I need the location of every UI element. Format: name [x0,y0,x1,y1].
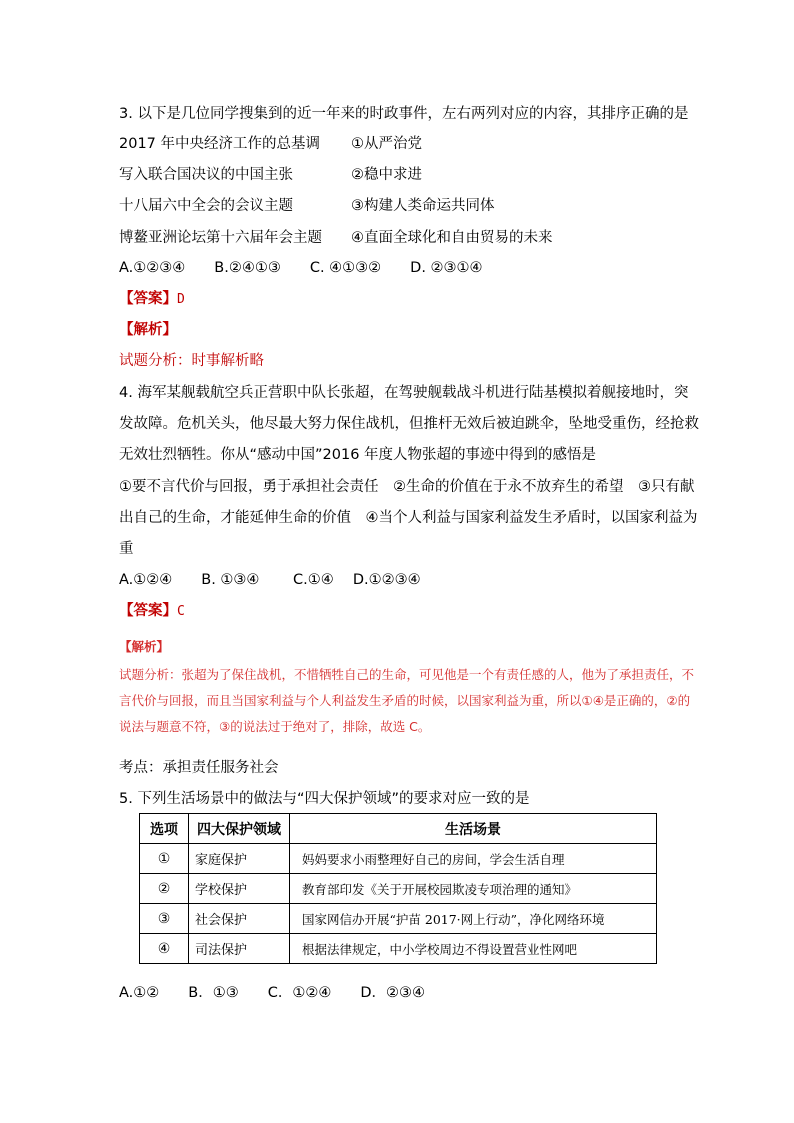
q3-pair-left: 2017 年中央经济工作的总基调 [119,136,321,152]
column-header: 四大保护领域 [189,814,290,844]
table-cell: 家庭保护 [189,844,290,874]
table-cell: ① [140,844,189,874]
q3-pair-left: 博鳌亚洲论坛第十六届年会主题 [119,230,322,246]
q3-pair-3 [119,196,495,216]
table-header-row [140,814,657,844]
q3-pair-right: ④直面全球化和自由贸易的未来 [351,230,553,246]
table-cell: 国家网信办开展“护苗 2017·网上行动”，净化网络环境 [290,904,657,934]
q4-choice-line-1: ①要不言代价与回报，勇于承担社会责任 ②生命的价值在于永不放弃生的希望 ③只有献 [119,479,695,495]
q3-pair-right: ③构建人类命运共同体 [351,198,495,214]
q3-options: A.①②③④ B.②④①③ C. ④①③② D. ②③①④ [119,260,483,276]
table-cell: ② [140,874,189,904]
q3-answer [119,289,185,310]
q4-choice-line-3: 重 [119,541,134,557]
q4-answer [119,601,185,622]
table-cell: 学校保护 [189,874,290,904]
table-cell: ③ [140,904,189,934]
q5-options: A.①② B．①③ C．①②④ D．②③④ [119,985,426,1001]
q5-table [139,813,657,964]
q4-analysis-line-1: 试题分析：张超为了保住战机，不惜牺牲自己的生命，可见他是一个有责任感的人，他为了承担责任，不 [119,667,695,682]
table-cell: ④ [140,934,189,964]
table-cell: 教育部印发《关于开展校园欺凌专项治理的通知》 [290,874,657,904]
table-row [140,874,657,904]
table-cell: 社会保护 [189,904,290,934]
analysis-tag: 【解析】 [119,322,177,338]
q3-pair-right: ①从严治党 [351,136,422,152]
q3-pair-left: 写入联合国决议的中国主张 [119,167,293,183]
q4-analysis-line-2: 言代价与回报，而且当国家利益与个人利益发生矛盾的时候，以国家利益为重，所以①④是正确的，②的 [119,693,691,708]
answer-tag: 【答案】 [119,291,177,307]
q4-stem-line-1: 4. 海军某舰载航空兵正营职中队长张超，在驾驶舰载战斗机进行陆基模拟着舰接地时，突 [119,385,689,401]
table-row [140,934,657,964]
column-header: 选项 [140,814,189,844]
q3-pair-4 [119,228,553,248]
answer-value: C [177,604,185,619]
q3-pair-left: 十八届六中全会的会议主题 [119,198,293,214]
q3-pair-2 [119,165,422,185]
q3-pair-1 [119,134,422,154]
table-cell: 妈妈要求小雨整理好自己的房间，学会生活自理 [290,844,657,874]
q4-kaodian: 考点：承担责任服务社会 [119,760,279,776]
answer-value: D [177,292,185,307]
q4-choice-line-2: 出自己的生命，才能延伸生命的价值 ④当个人利益与国家利益发生矛盾时，以国家利益为 [119,510,698,526]
q4-stem-line-2: 发故障。危机关头，他尽最大努力保住战机，但推杆无效后被迫跳伞，坠地受重伤，经抢救 [119,416,699,432]
answer-tag: 【答案】 [119,603,177,619]
q5-stem: 5. 下列生活场景中的做法与“四大保护领域”的要求对应一致的是 [119,791,530,807]
q3-analysis-tag [119,320,177,340]
q4-analysis-line-3: 说法与题意不符，③的说法过于绝对了，排除，故选 C。 [119,719,431,734]
table-cell: 根据法律规定，中小学校周边不得设置营业性网吧 [290,934,657,964]
q3-pair-right: ②稳中求进 [351,167,422,183]
table-row [140,844,657,874]
q3-analysis-text: 试题分析：时事解析略 [119,353,264,369]
column-header: 生活场景 [290,814,657,844]
q4-stem-line-3: 无效壮烈牺牲。你从“感动中国”2016 年度人物张超的事迹中得到的感悟是 [119,447,597,463]
q4-analysis-tag: 【解析】 [119,639,170,654]
q4-options: A.①②④ B. ①③④ C.①④ D.①②③④ [119,572,421,588]
table-row [140,904,657,934]
table-cell: 司法保护 [189,934,290,964]
q3-stem: 3. 以下是几位同学搜集到的近一年来的时政事件，左右两列对应的内容，其排序正确的是 [119,106,689,122]
